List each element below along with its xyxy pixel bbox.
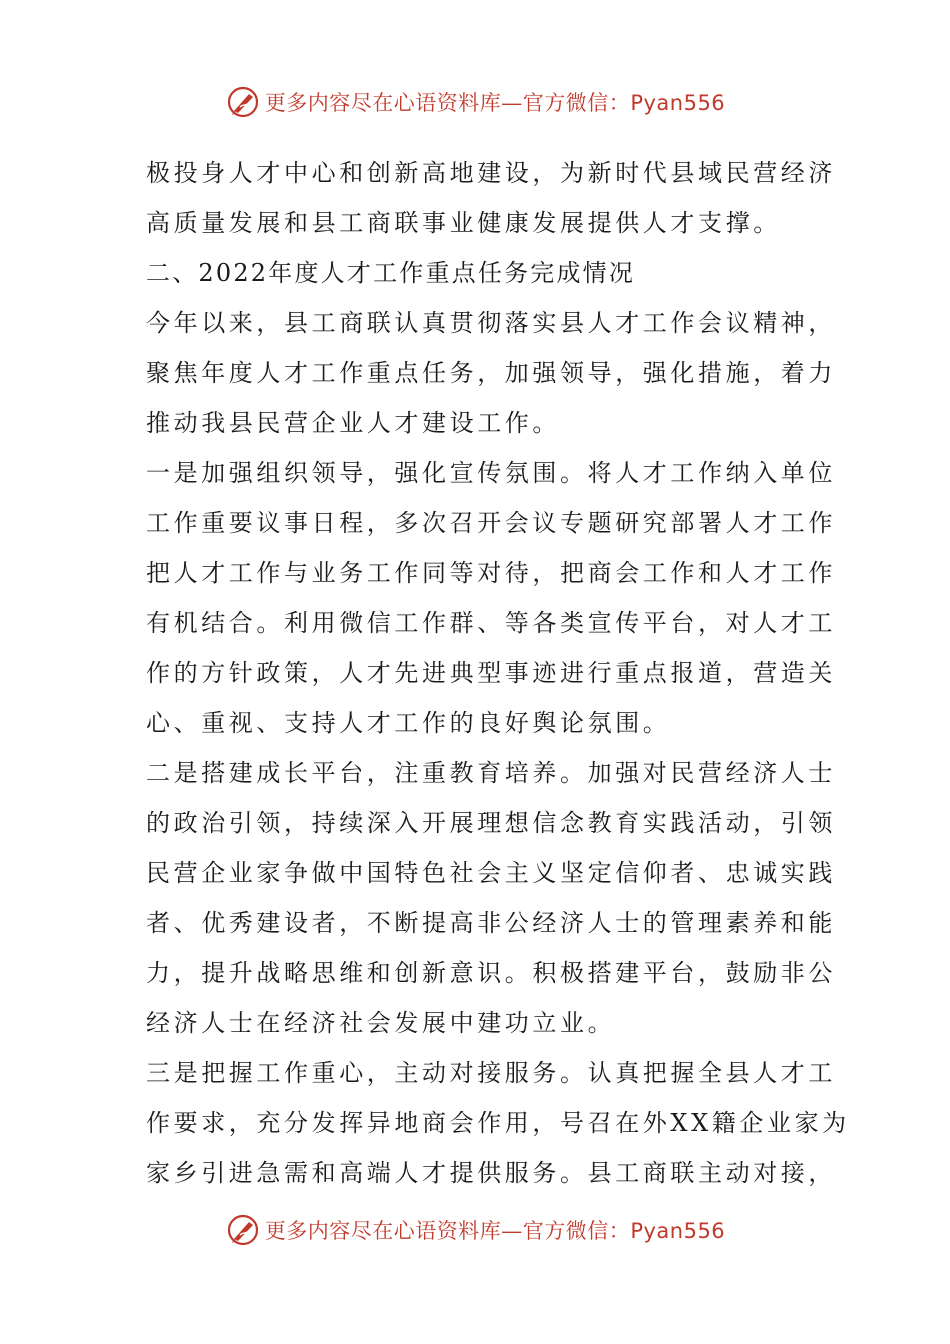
text-line: 者、优秀建设者，不断提高非公经济人士的管理素养和能	[146, 909, 836, 937]
text-line: 力，提升战略思维和创新意识。积极搭建平台，鼓励非公	[146, 959, 836, 987]
header-banner	[0, 82, 950, 122]
text-line: 高质量发展和县工商联事业健康发展提供人才支撑。	[146, 209, 781, 237]
footer-banner-wechat-id: Pyan556	[630, 1219, 726, 1243]
text-line: 作的方针政策，人才先进典型事迹进行重点报道，营造关	[146, 659, 836, 687]
text-line: 三是把握工作重心，主动对接服务。认真把握全县人才工	[146, 1059, 836, 1087]
pen-logo-icon	[225, 84, 261, 120]
text-line: 家乡引进急需和高端人才提供服务。县工商联主动对接，	[146, 1159, 836, 1187]
text-line: 今年以来，县工商联认真贯彻落实县人才工作会议精神，	[146, 309, 836, 337]
text-line: 极投身人才中心和创新高地建设，为新时代县域民营经济	[146, 159, 836, 187]
header-banner-label: 更多内容尽在心语资料库—官方微信：	[264, 91, 631, 115]
header-banner-text	[265, 87, 725, 117]
document-body	[146, 148, 850, 1198]
text-line: 有机结合。利用微信工作群、等各类宣传平台，对人才工	[146, 609, 836, 637]
text-line: 心、重视、支持人才工作的良好舆论氛围。	[146, 709, 671, 737]
text-line: 作要求，充分发挥异地商会作用，号召在外XX籍企业家为	[146, 1109, 850, 1137]
section-heading: 二、2022年度人才工作重点任务完成情况	[146, 259, 636, 287]
header-banner-wechat-id: Pyan556	[630, 91, 726, 115]
text-line: 把人才工作与业务工作同等对待，把商会工作和人才工作	[146, 559, 836, 587]
text-line: 经济人士在经济社会发展中建功立业。	[146, 1009, 616, 1037]
text-line: 民营企业家争做中国特色社会主义坚定信仰者、忠诚实践	[146, 859, 836, 887]
text-line: 二是搭建成长平台，注重教育培养。加强对民营经济人士	[146, 759, 836, 787]
footer-banner-text	[265, 1215, 725, 1245]
pen-logo-icon	[225, 1212, 261, 1248]
text-line: 的政治引领，持续深入开展理想信念教育实践活动，引领	[146, 809, 836, 837]
text-line: 推动我县民营企业人才建设工作。	[146, 409, 560, 437]
text-line: 聚焦年度人才工作重点任务，加强领导，强化措施，着力	[146, 359, 836, 387]
footer-banner-label: 更多内容尽在心语资料库—官方微信：	[264, 1219, 631, 1243]
text-line: 一是加强组织领导，强化宣传氛围。将人才工作纳入单位	[146, 459, 836, 487]
text-line: 工作重要议事日程，多次召开会议专题研究部署人才工作	[146, 509, 836, 537]
footer-banner	[0, 1210, 950, 1250]
